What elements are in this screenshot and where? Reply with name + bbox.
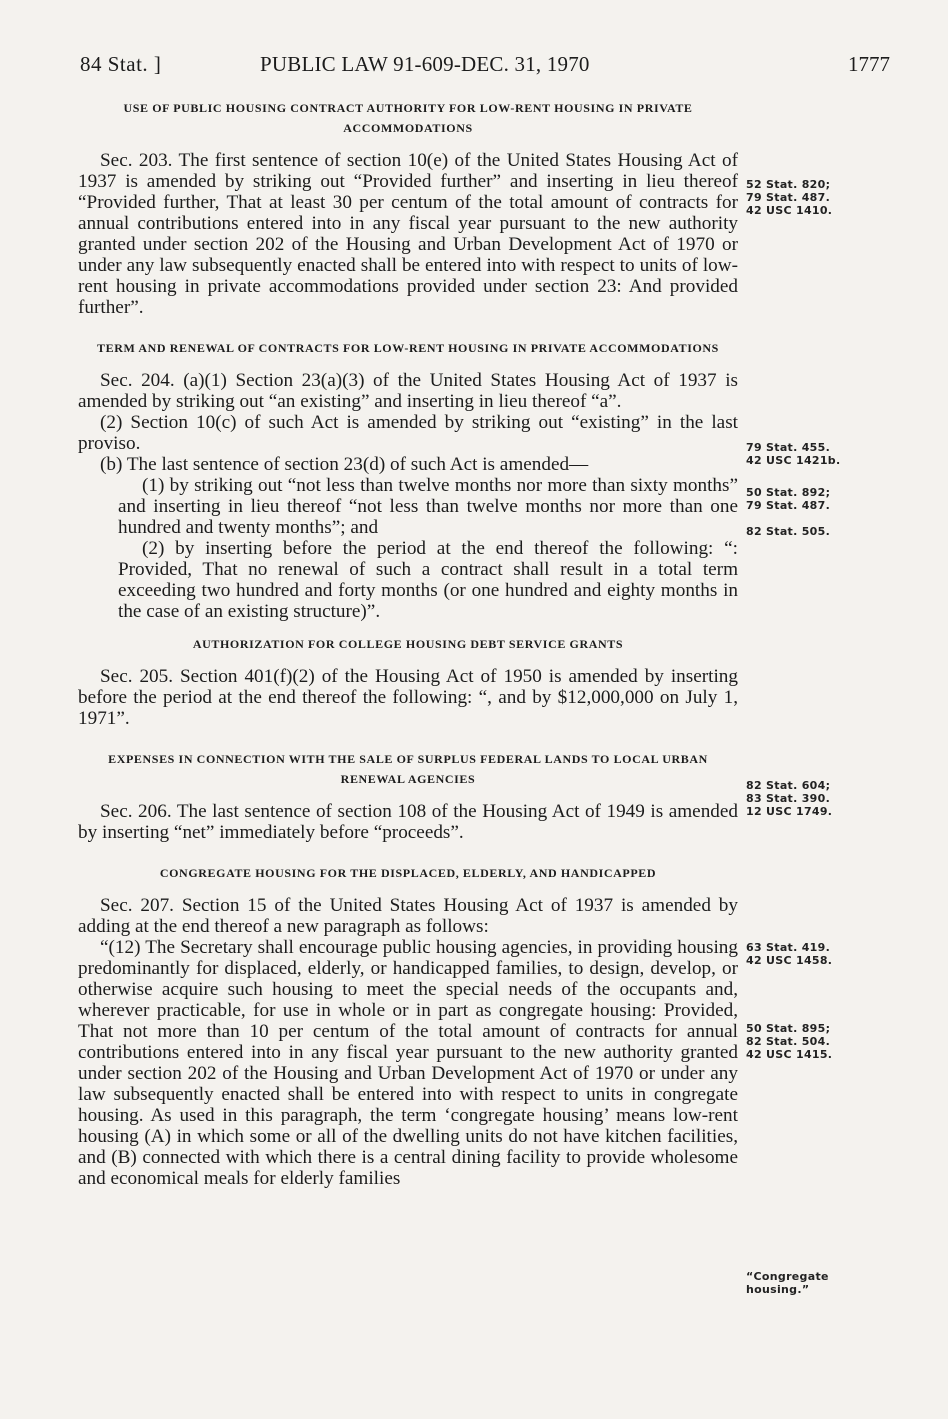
section-204-b2: (2) by inserting before the period at the end thereof the following: “: Provided, That no renewal of such a contract shall result in a total term exceeding two hundred and forty months (or one hundred and eighty months in the case of an existing structure)”. — [118, 538, 738, 622]
law-title: PUBLIC LAW 91-609-DEC. 31, 1970 — [260, 52, 590, 76]
section-203-text: Sec. 203. The first sentence of section 10(e) of the United States Housing Act of 1937 is amended by striking out “Provided further” and inserting in lieu thereof “Provided further, That at least 30 per centum of the total amount of contracts for annual contributions entered into in any fiscal year pursuant to the new authority granted under section 202 of the Housing and Urban Development Act of 1970 or under any law subsequently enacted shall be entered into with respect to units of low-rent housing in private accommodations provided under section 23: And provided further”. — [78, 150, 738, 318]
section-204-b: (b) The last sentence of section 23(d) of such Act is amended— — [100, 454, 589, 475]
margin-note-citation: 50 Stat. 892; 79 Stat. 487. — [746, 486, 831, 512]
margin-note-citation: 50 Stat. 895; 82 Stat. 504. 42 USC 1415. — [746, 1022, 833, 1061]
section-heading-207: CONGREGATE HOUSING FOR THE DISPLACED, ELDERLY, AND HANDICAPPED — [159, 866, 657, 880]
margin-note-citation: 52 Stat. 820; 79 Stat. 487. 42 USC 1410. — [746, 178, 833, 217]
section-204-a1: Sec. 204. (a)(1) Section 23(a)(3) of the United States Housing Act of 1937 is amended by striking out “an existing” and inserting in lieu thereof “a”. — [78, 370, 738, 412]
section-207-quote: “(12) The Secretary shall encourage public housing agencies, in providing housing predominantly for displaced, elderly, or handicapped families, to design, develop, or otherwise acquire such housing to meet the special needs of the occupants and, wherever practicable, for use in whole or in part as congregate housing: Provided, That not more than 10 per centum of the total amount of contracts for annual contributions entered into in any fiscal year pursuant to the new authority granted under section 202 of the Housing and Urban Development Act of 1970 or under any law subsequently enacted shall be entered into with respect to units in congregate housing. As used in this paragraph, the term ‘congregate housing’ means low-rent housing (A) in which some or all of the dwelling units do not have kitchen facilities, and (B) connected with which there is a central dining facility to provide wholesome and economical meals for elderly families — [78, 937, 738, 1189]
section-205-text: Sec. 205. Section 401(f)(2) of the Housing Act of 1950 is amended by inserting before the period at the end thereof the following: “, and by $12,000,000 on July 1, 1971”. — [78, 666, 738, 729]
margin-note-citation: 63 Stat. 419. 42 USC 1458. — [746, 941, 833, 967]
section-207-text: Sec. 207. Section 15 of the United States Housing Act of 1937 is amended by adding at the end thereof a new paragraph as follows: — [78, 895, 738, 937]
document-body — [78, 98, 738, 1189]
margin-note-citation: 79 Stat. 455. 42 USC 1421b. — [746, 441, 841, 467]
statute-volume: 84 Stat. ] — [80, 52, 162, 76]
page-header — [80, 52, 890, 82]
section-204-b1: (1) by striking out “not less than twelve months nor more than sixty months” and inserting in lieu thereof “not less than twelve months nor more than one hundred and twenty months”; and — [118, 475, 738, 538]
page-number: 1777 — [848, 52, 890, 76]
section-heading-204: TERM AND RENEWAL OF CONTRACTS FOR LOW-RENT HOUSING IN PRIVATE ACCOMMODATIONS — [97, 341, 719, 355]
margin-note-citation: 82 Stat. 505. — [746, 525, 831, 538]
section-heading-206: EXPENSES IN CONNECTION WITH THE SALE OF SURPLUS FEDERAL LANDS TO LOCAL URBAN RENEWAL AGENCIES — [108, 752, 708, 786]
section-204-a2: (2) Section 10(c) of such Act is amended by striking out “existing” in the last proviso. — [78, 412, 738, 454]
section-heading-203: USE OF PUBLIC HOUSING CONTRACT AUTHORITY FOR LOW-RENT HOUSING IN PRIVATE ACCOMMODATIONS — [123, 101, 693, 135]
section-heading-205: AUTHORIZATION FOR COLLEGE HOUSING DEBT SERVICE GRANTS — [192, 637, 624, 651]
margin-note-citation: 82 Stat. 604; 83 Stat. 390. 12 USC 1749. — [746, 779, 833, 818]
section-206-text: Sec. 206. The last sentence of section 108 of the Housing Act of 1949 is amended by inserting “net” immediately before “proceeds”. — [78, 801, 738, 843]
margin-note-definition: “Congregate housing.” — [746, 1270, 829, 1296]
